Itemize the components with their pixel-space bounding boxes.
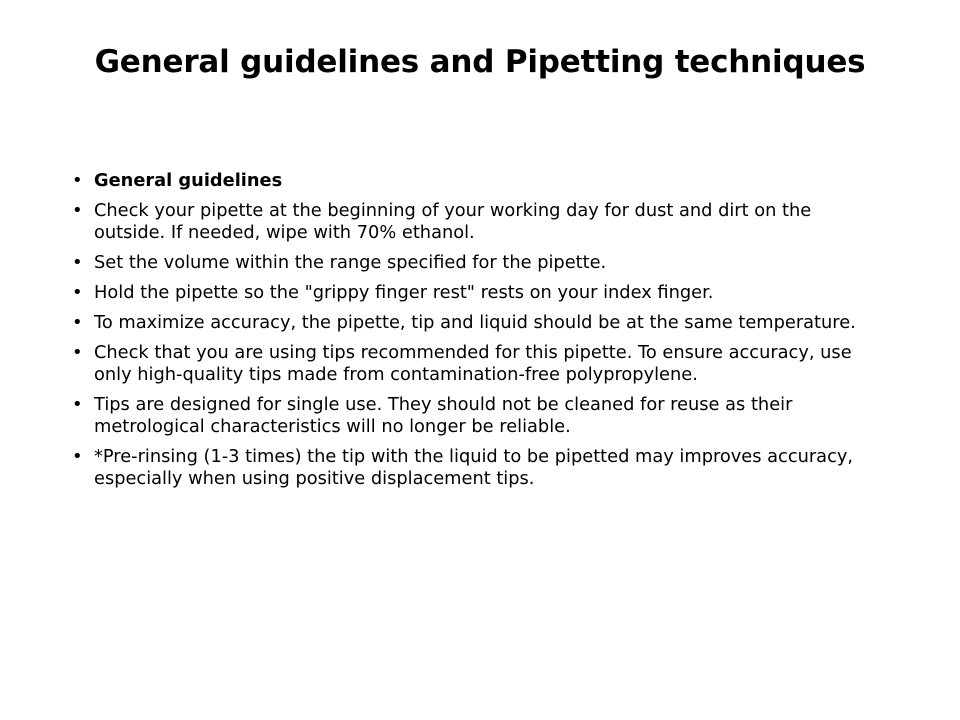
bullet-text: General guidelines <box>94 170 283 191</box>
bullet-text: Set the volume within the range specified for the pipette. <box>94 252 607 273</box>
bullet-item <box>72 342 872 386</box>
bullet-list <box>72 170 872 498</box>
bullet-text: Tips are designed for single use. They should not be cleaned for reuse as their metrological characteristics will no longer be reliable. <box>94 394 793 437</box>
bullet-dot-icon: • <box>72 394 83 415</box>
bullet-text: To maximize accuracy, the pipette, tip and liquid should be at the same temperature. <box>94 312 856 333</box>
bullet-text: Hold the pipette so the "grippy finger rest" rests on your index finger. <box>94 282 714 303</box>
bullet-dot-icon: • <box>72 312 83 333</box>
bullet-text: Check that you are using tips recommended for this pipette. To ensure accuracy, use only high-quality tips made from contamination-free polypropylene. <box>94 342 852 385</box>
bullet-dot-icon: • <box>72 170 83 191</box>
bullet-item <box>72 312 872 334</box>
bullet-dot-icon: • <box>72 446 83 467</box>
bullet-item <box>72 394 872 438</box>
bullet-text: *Pre-rinsing (1-3 times) the tip with the liquid to be pipetted may improves accuracy, especially when using positive displacement tips. <box>94 446 854 489</box>
bullet-item <box>72 170 872 192</box>
bullet-text: Check your pipette at the beginning of your working day for dust and dirt on the outside. If needed, wipe with 70% ethanol. <box>94 200 812 243</box>
bullet-dot-icon: • <box>72 252 83 273</box>
bullet-dot-icon: • <box>72 342 83 363</box>
bullet-dot-icon: • <box>72 282 83 303</box>
slide-title: General guidelines and Pipetting techniques <box>94 44 866 80</box>
bullet-item <box>72 282 872 304</box>
bullet-dot-icon: • <box>72 200 83 221</box>
bullet-item <box>72 252 872 274</box>
bullet-item <box>72 446 872 490</box>
bullet-item <box>72 200 872 244</box>
